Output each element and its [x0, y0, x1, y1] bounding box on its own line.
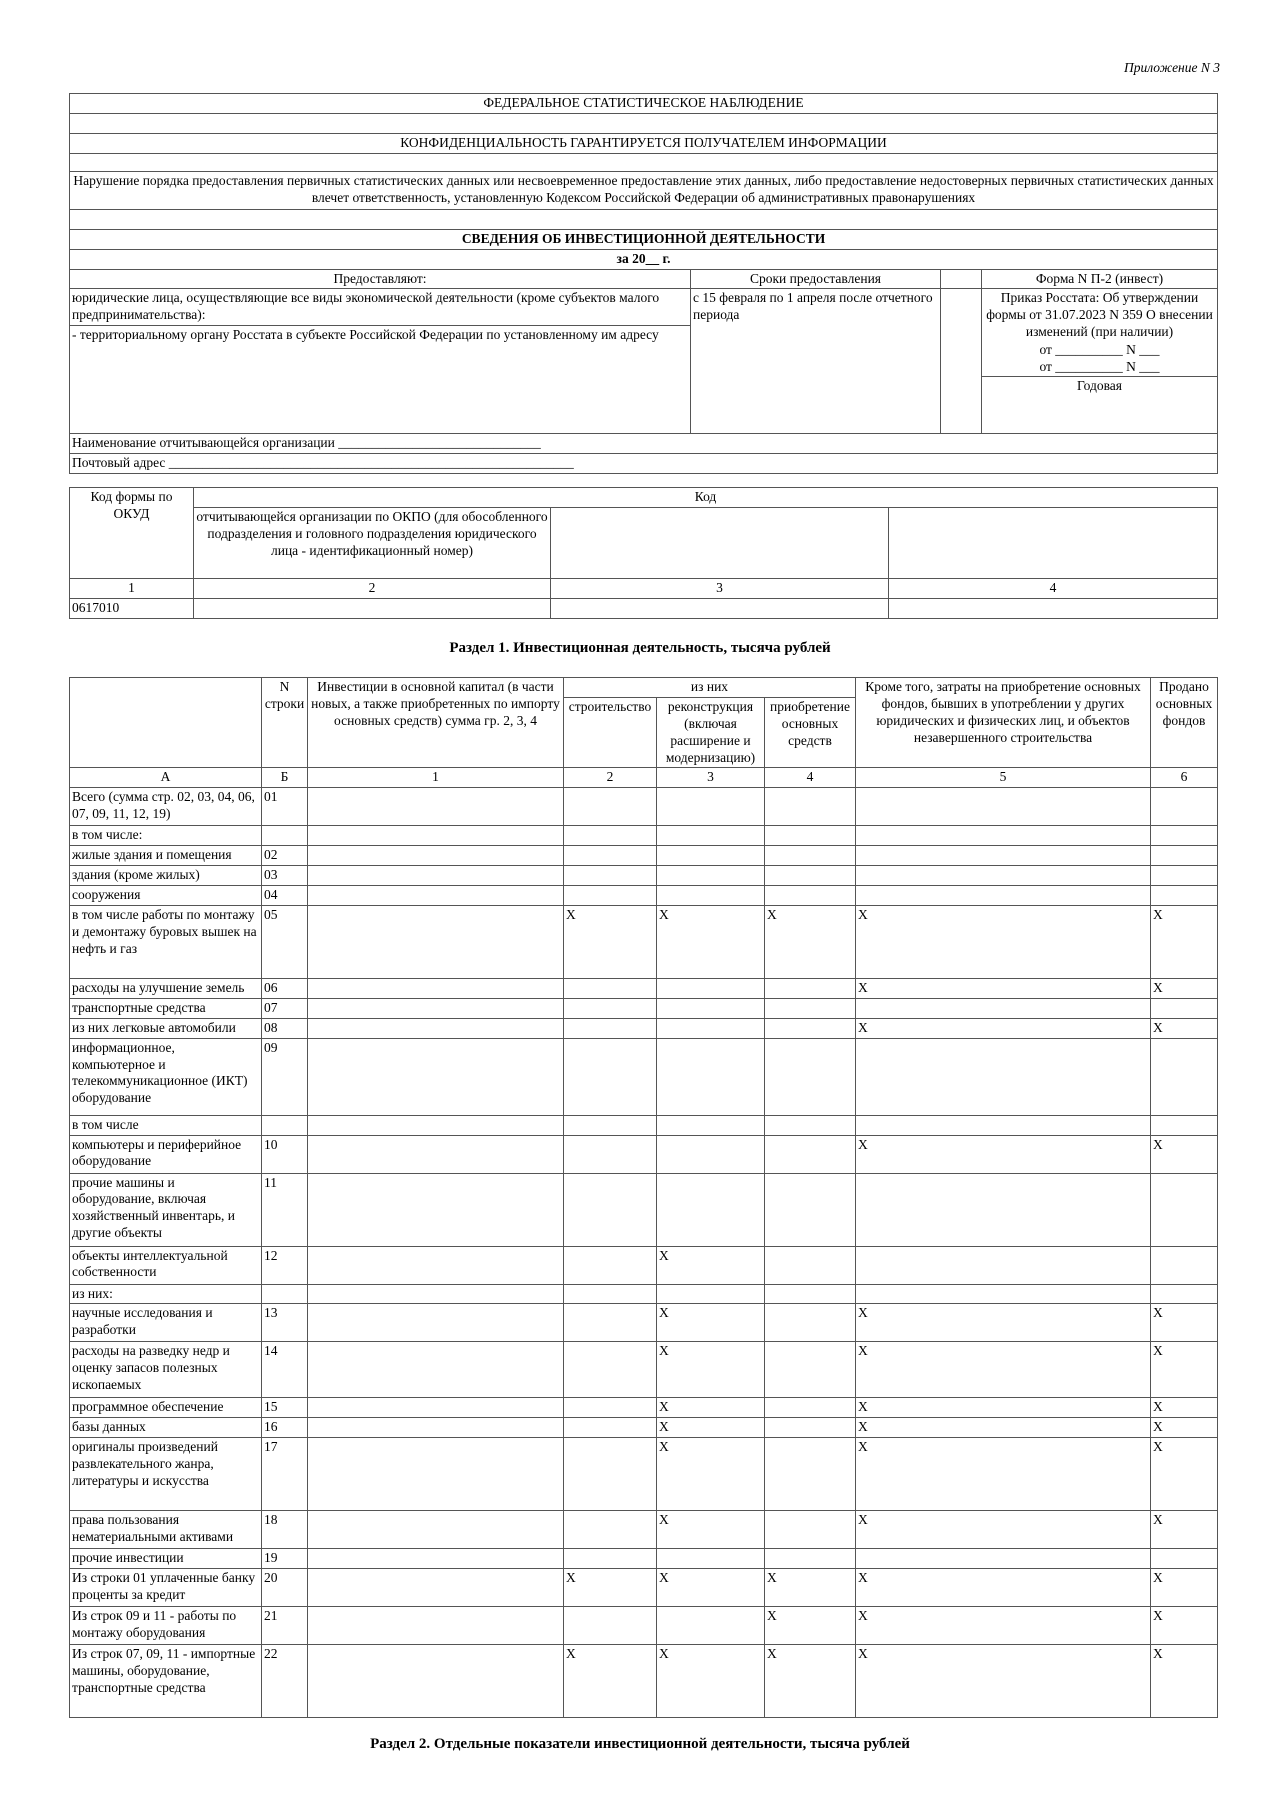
total-cell[interactable] [308, 1607, 564, 1645]
row-number: 15 [262, 1398, 308, 1418]
table-row [70, 1438, 1218, 1511]
sold-assets-cell[interactable]: X [1151, 1511, 1218, 1549]
col-letter: А [70, 768, 262, 788]
row-name: транспортные средства [70, 998, 262, 1018]
spacer-row [70, 113, 1218, 133]
row-name: права пользования нематериальными активами [70, 1511, 262, 1549]
row-name: базы данных [70, 1418, 262, 1438]
reconstruction-cell[interactable] [657, 978, 765, 998]
sold-assets-cell[interactable]: X [1151, 1645, 1218, 1718]
used-assets-cell[interactable]: X [856, 1418, 1151, 1438]
table-row [70, 1342, 1218, 1398]
of-which-heading: из них [564, 678, 856, 698]
row-number: 22 [262, 1645, 308, 1718]
total-cell[interactable] [308, 1418, 564, 1438]
reconstruction-cell[interactable]: X [657, 1304, 765, 1342]
sold-assets-cell[interactable]: X [1151, 1438, 1218, 1511]
acquisition-cell[interactable] [765, 998, 856, 1018]
col-number: 3 [551, 579, 889, 599]
table-row [70, 846, 1218, 866]
reconstruction-cell[interactable] [657, 1135, 765, 1173]
appendix-label: Приложение N 3 [1123, 60, 1220, 75]
construction-cell[interactable] [564, 1115, 657, 1135]
blank-cell [889, 508, 1218, 579]
total-cell[interactable] [308, 826, 564, 846]
acquisition-cell[interactable]: X [765, 905, 856, 978]
spacer-row [70, 153, 1218, 171]
okpo-input[interactable] [194, 598, 551, 618]
row-name: здания (кроме жилых) [70, 866, 262, 886]
construction-cell[interactable] [564, 998, 657, 1018]
table-row [70, 1549, 1218, 1569]
construction-cell[interactable] [564, 826, 657, 846]
total-cell[interactable] [308, 998, 564, 1018]
acquisition-cell[interactable] [765, 1018, 856, 1038]
sold-assets-cell[interactable]: X [1151, 1018, 1218, 1038]
total-cell[interactable] [308, 846, 564, 866]
reconstruction-cell[interactable] [657, 1038, 765, 1115]
blank-cell [941, 269, 982, 289]
used-assets-cell[interactable]: X [856, 978, 1151, 998]
row-number: 21 [262, 1607, 308, 1645]
col-number: 4 [889, 579, 1218, 599]
acquisition-cell[interactable] [765, 886, 856, 906]
total-cell[interactable] [308, 1173, 564, 1246]
row-name: расходы на разведку недр и оценку запасов полезных ископаемых [70, 1342, 262, 1398]
report-period: за 20__ г. [70, 249, 1218, 269]
col-letter: 3 [657, 768, 765, 788]
construction-cell[interactable] [564, 866, 657, 886]
row-number: 04 [262, 886, 308, 906]
codes-table [69, 487, 1218, 619]
row-number: 19 [262, 1549, 308, 1569]
section1-table [69, 677, 1218, 1718]
acquisition-cell[interactable] [765, 1038, 856, 1115]
row-name: в том числе работы по монтажу и демонтажу буровых вышек на нефть и газ [70, 905, 262, 978]
construction-cell[interactable]: X [564, 1645, 657, 1718]
reconstruction-cell[interactable] [657, 846, 765, 866]
reconstruction-cell[interactable]: X [657, 1342, 765, 1398]
row-name: Из строки 01 уплаченные банку проценты за кредит [70, 1569, 262, 1607]
reconstruction-cell[interactable] [657, 826, 765, 846]
row-number: 17 [262, 1438, 308, 1511]
row-number: 03 [262, 866, 308, 886]
row-name: из них легковые автомобили [70, 1018, 262, 1038]
row-name: прочие инвестиции [70, 1549, 262, 1569]
used-assets-cell[interactable]: X [856, 1018, 1151, 1038]
table-row [70, 998, 1218, 1018]
sold-assets-cell[interactable]: X [1151, 1135, 1218, 1173]
sold-assets-cell[interactable]: X [1151, 1342, 1218, 1398]
used-assets-cell[interactable] [856, 1284, 1151, 1304]
code-input[interactable] [889, 598, 1218, 618]
table-row [70, 1115, 1218, 1135]
section2-title: Раздел 2. Отдельные показатели инвестиционной деятельности, тысяча рублей [370, 1736, 910, 1752]
used-assets-cell[interactable]: X [856, 1438, 1151, 1511]
construction-heading: строительство [564, 697, 657, 768]
used-assets-cell[interactable]: X [856, 905, 1151, 978]
col-letter: 5 [856, 768, 1151, 788]
row-number [262, 826, 308, 846]
construction-cell[interactable] [564, 1607, 657, 1645]
used-assets-cell[interactable]: X [856, 1511, 1151, 1549]
acquisition-cell[interactable] [765, 978, 856, 998]
total-cell[interactable] [308, 1038, 564, 1115]
table-row [70, 1284, 1218, 1304]
form-number: Форма N П-2 (инвест) [982, 269, 1218, 289]
row-number: 13 [262, 1304, 308, 1342]
acquisition-cell[interactable] [765, 1418, 856, 1438]
sold-assets-heading: Продано основных фондов [1151, 678, 1218, 768]
row-number: 14 [262, 1342, 308, 1398]
used-assets-cell[interactable] [856, 1246, 1151, 1284]
row-name: сооружения [70, 886, 262, 906]
sold-assets-cell[interactable] [1151, 1173, 1218, 1246]
sold-assets-cell[interactable]: X [1151, 1398, 1218, 1418]
construction-cell[interactable]: X [564, 905, 657, 978]
total-cell[interactable] [308, 905, 564, 978]
sold-assets-cell[interactable] [1151, 1549, 1218, 1569]
acquisition-cell[interactable] [765, 1549, 856, 1569]
sold-assets-cell[interactable]: X [1151, 1607, 1218, 1645]
row-name: программное обеспечение [70, 1398, 262, 1418]
row-number: 05 [262, 905, 308, 978]
reconstruction-heading: реконструкция (включая расширение и модернизацию) [657, 697, 765, 768]
reconstruction-cell[interactable] [657, 1018, 765, 1038]
total-cell[interactable] [308, 1511, 564, 1549]
used-assets-cell[interactable] [856, 866, 1151, 886]
providers-heading: Предоставляют: [70, 269, 691, 289]
acquisition-cell[interactable] [765, 846, 856, 866]
deadline-text: с 15 февраля по 1 апреля после отчетного периода [691, 289, 941, 434]
row-name: оригиналы произведений развлекательного жанра, литературы и искусства [70, 1438, 262, 1511]
sold-assets-cell[interactable]: X [1151, 978, 1218, 998]
construction-cell[interactable] [564, 1018, 657, 1038]
reconstruction-cell[interactable]: X [657, 905, 765, 978]
row-name: компьютеры и периферийное оборудование [70, 1135, 262, 1173]
reconstruction-cell[interactable]: X [657, 1246, 765, 1284]
acquisition-cell[interactable] [765, 1173, 856, 1246]
construction-cell[interactable] [564, 1173, 657, 1246]
construction-cell[interactable] [564, 1038, 657, 1115]
table-row [70, 1135, 1218, 1173]
reconstruction-cell[interactable]: X [657, 1511, 765, 1549]
used-assets-cell[interactable] [856, 1549, 1151, 1569]
used-assets-cell[interactable]: X [856, 1569, 1151, 1607]
okud-heading: Код формы по ОКУД [70, 488, 194, 579]
construction-cell[interactable] [564, 1438, 657, 1511]
provider-territorial-body: - территориальному органу Росстата в субъекте Российской Федерации по установленному им адресу [72, 327, 659, 343]
total-cell[interactable] [308, 1438, 564, 1511]
row-name: из них: [70, 1284, 262, 1304]
row-number: 09 [262, 1038, 308, 1115]
construction-cell[interactable] [564, 1549, 657, 1569]
row-name: жилые здания и помещения [70, 846, 262, 866]
spacer-row [70, 209, 1218, 229]
acquisition-cell[interactable]: X [765, 1645, 856, 1718]
section1-title: Раздел 1. Инвестиционная деятельность, тысяча рублей [449, 640, 831, 656]
total-cell[interactable] [308, 1549, 564, 1569]
postal-address-field[interactable]: Почтовый адрес ____________________________________________________________ [70, 454, 1218, 474]
col-letter: 2 [564, 768, 657, 788]
total-cell[interactable] [308, 1342, 564, 1398]
sold-assets-cell[interactable] [1151, 826, 1218, 846]
acquisition-cell[interactable] [765, 1115, 856, 1135]
form-header-table [69, 93, 1218, 474]
row-name: информационное, компьютерное и телекоммуникационное (ИКТ) оборудование [70, 1038, 262, 1115]
deadline-heading: Сроки предоставления [691, 269, 941, 289]
total-cell[interactable] [308, 788, 564, 826]
reconstruction-cell[interactable] [657, 998, 765, 1018]
form-title: СВЕДЕНИЯ ОБ ИНВЕСТИЦИОННОЙ ДЕЯТЕЛЬНОСТИ [70, 229, 1218, 249]
acquisition-cell[interactable] [765, 1398, 856, 1418]
construction-cell[interactable] [564, 886, 657, 906]
construction-cell[interactable] [564, 1511, 657, 1549]
total-cell[interactable] [308, 866, 564, 886]
used-assets-cell[interactable] [856, 1115, 1151, 1135]
row-number: 20 [262, 1569, 308, 1607]
total-cell[interactable] [308, 1135, 564, 1173]
used-assets-cell[interactable] [856, 886, 1151, 906]
construction-cell[interactable] [564, 1246, 657, 1284]
sold-assets-cell[interactable]: X [1151, 905, 1218, 978]
code-heading: Код [194, 488, 1218, 508]
row-name: Всего (сумма стр. 02, 03, 04, 06, 07, 09, 11, 12, 19) [70, 788, 262, 826]
col-number: 2 [194, 579, 551, 599]
sold-assets-cell[interactable] [1151, 1284, 1218, 1304]
reconstruction-cell[interactable]: X [657, 1398, 765, 1418]
total-cell[interactable] [308, 1284, 564, 1304]
total-cell[interactable] [308, 978, 564, 998]
reconstruction-cell[interactable]: X [657, 1569, 765, 1607]
order-cell [982, 289, 1218, 434]
sold-assets-cell[interactable] [1151, 788, 1218, 826]
row-number: 11 [262, 1173, 308, 1246]
liability-warning: Нарушение порядка предоставления первичных статистических данных или несвоевременное предоставление этих данных, либо предоставление недостоверных первичных статистических данных влечет ответственность, установленную Кодексом Российской Федерации об административных правонарушениях [70, 171, 1218, 209]
total-cell[interactable] [308, 1398, 564, 1418]
sold-assets-cell[interactable] [1151, 1115, 1218, 1135]
row-number: 06 [262, 978, 308, 998]
sold-assets-cell[interactable] [1151, 1038, 1218, 1115]
total-cell[interactable] [308, 1569, 564, 1607]
reconstruction-cell[interactable] [657, 886, 765, 906]
table-row [70, 1418, 1218, 1438]
table-row [70, 1607, 1218, 1645]
row-name: прочие машины и оборудование, включая хозяйственный инвентарь, и другие объекты [70, 1173, 262, 1246]
table-row [70, 1018, 1218, 1038]
used-assets-cell[interactable]: X [856, 1607, 1151, 1645]
col-number: 1 [70, 579, 194, 599]
table-row [70, 1645, 1218, 1718]
used-assets-cell[interactable]: X [856, 1342, 1151, 1398]
table-row [70, 1398, 1218, 1418]
col-letter: 6 [1151, 768, 1218, 788]
row-name: Из строк 09 и 11 - работы по монтажу оборудования [70, 1607, 262, 1645]
table-row [70, 1038, 1218, 1115]
used-assets-cell[interactable] [856, 826, 1151, 846]
amendment-line-2: от __________ N ___ [1039, 358, 1160, 374]
row-number: 08 [262, 1018, 308, 1038]
row-number: 12 [262, 1246, 308, 1284]
row-name: в том числе [70, 1115, 262, 1135]
sold-assets-cell[interactable]: X [1151, 1304, 1218, 1342]
table-row [70, 866, 1218, 886]
used-assets-cell[interactable] [856, 1038, 1151, 1115]
construction-cell[interactable] [564, 1304, 657, 1342]
acquisition-cell[interactable] [765, 1438, 856, 1511]
sold-assets-cell[interactable]: X [1151, 1569, 1218, 1607]
acquisition-cell[interactable]: X [765, 1569, 856, 1607]
used-assets-cell[interactable]: X [856, 1398, 1151, 1418]
amendment-line-1: от __________ N ___ [1039, 342, 1160, 357]
row-number-heading: N строки [262, 678, 308, 768]
acquisition-cell[interactable] [765, 1304, 856, 1342]
construction-cell[interactable] [564, 1135, 657, 1173]
order-text: Приказ Росстата: Об утверждении формы от 31.07.2023 N 359 О внесении изменений (при наличии) [986, 290, 1213, 340]
used-assets-cell[interactable] [856, 846, 1151, 866]
table-row [70, 905, 1218, 978]
reconstruction-cell[interactable] [657, 1115, 765, 1135]
blank-cell [941, 289, 982, 434]
used-assets-cell[interactable] [856, 788, 1151, 826]
provider-legal-entities: юридические лица, осуществляющие все виды экономической деятельности (кроме субъектов малого предпринимательства): [70, 289, 690, 326]
reconstruction-cell[interactable] [657, 866, 765, 886]
federal-heading: ФЕДЕРАЛЬНОЕ СТАТИСТИЧЕСКОЕ НАБЛЮДЕНИЕ [70, 94, 1218, 114]
confidential-heading: КОНФИДЕНЦИАЛЬНОСТЬ ГАРАНТИРУЕТСЯ ПОЛУЧАТЕЛЕМ ИНФОРМАЦИИ [70, 133, 1218, 153]
used-assets-cell[interactable] [856, 1173, 1151, 1246]
sold-assets-cell[interactable] [1151, 998, 1218, 1018]
row-number: 16 [262, 1418, 308, 1438]
construction-cell[interactable] [564, 1342, 657, 1398]
row-name: научные исследования и разработки [70, 1304, 262, 1342]
construction-cell[interactable] [564, 1284, 657, 1304]
blank-cell [551, 508, 889, 579]
used-assets-cell[interactable]: X [856, 1135, 1151, 1173]
acquisition-heading: приобретение основных средств [765, 697, 856, 768]
total-cell[interactable] [308, 886, 564, 906]
used-assets-cell[interactable]: X [856, 1304, 1151, 1342]
construction-cell[interactable] [564, 846, 657, 866]
acquisition-cell[interactable] [765, 866, 856, 886]
total-cell[interactable] [308, 1645, 564, 1718]
sold-assets-cell[interactable] [1151, 866, 1218, 886]
table-row [70, 978, 1218, 998]
reconstruction-cell[interactable]: X [657, 1438, 765, 1511]
sold-assets-cell[interactable] [1151, 846, 1218, 866]
used-assets-cell[interactable] [856, 998, 1151, 1018]
row-number: 10 [262, 1135, 308, 1173]
row-name: объекты интеллектуальной собственности [70, 1246, 262, 1284]
investment-heading: Инвестиции в основной капитал (в части новых, а также приобретенных по импорту основных средств) сумма гр. 2, 3, 4 [308, 678, 564, 768]
table-row [70, 886, 1218, 906]
row-name: Из строк 07, 09, 11 - импортные машины, оборудование, транспортные средства [70, 1645, 262, 1718]
acquisition-cell[interactable] [765, 1511, 856, 1549]
construction-cell[interactable] [564, 1398, 657, 1418]
sold-assets-cell[interactable] [1151, 886, 1218, 906]
acquisition-cell[interactable] [765, 1246, 856, 1284]
frequency-annual: Годовая [982, 376, 1217, 396]
providers-cell [70, 289, 691, 434]
construction-cell[interactable]: X [564, 1569, 657, 1607]
row-number [262, 1115, 308, 1135]
acquisition-cell[interactable] [765, 1135, 856, 1173]
total-cell[interactable] [308, 1018, 564, 1038]
okpo-heading: отчитывающейся организации по ОКПО (для обособленного подразделения и головного подразделения юридического лица - идентификационный номер) [194, 508, 551, 579]
total-cell[interactable] [308, 1246, 564, 1284]
acquisition-cell[interactable] [765, 826, 856, 846]
reconstruction-cell[interactable]: X [657, 1418, 765, 1438]
code-input[interactable] [551, 598, 889, 618]
total-cell[interactable] [308, 1304, 564, 1342]
reconstruction-cell[interactable] [657, 1173, 765, 1246]
table-row [70, 788, 1218, 826]
used-assets-cell[interactable]: X [856, 1645, 1151, 1718]
sold-assets-cell[interactable] [1151, 1246, 1218, 1284]
blank-header [70, 678, 262, 768]
col-letter: Б [262, 768, 308, 788]
row-number: 07 [262, 998, 308, 1018]
reconstruction-cell[interactable] [657, 1284, 765, 1304]
construction-cell[interactable] [564, 1418, 657, 1438]
reconstruction-cell[interactable] [657, 1549, 765, 1569]
table-row [70, 1173, 1218, 1246]
table-row [70, 1569, 1218, 1607]
construction-cell[interactable] [564, 788, 657, 826]
acquisition-cell[interactable] [765, 1284, 856, 1304]
construction-cell[interactable] [564, 978, 657, 998]
used-assets-heading: Кроме того, затраты на приобретение основных фондов, бывших в употреблении у других юридических и физических лиц, и объектов незавершенного строительства [856, 678, 1151, 768]
acquisition-cell[interactable] [765, 788, 856, 826]
section1-rows [70, 788, 1218, 1718]
col-letter: 4 [765, 768, 856, 788]
row-number: 01 [262, 788, 308, 826]
reconstruction-cell[interactable]: X [657, 1645, 765, 1718]
row-name: в том числе: [70, 826, 262, 846]
okud-value: 0617010 [70, 598, 194, 618]
total-cell[interactable] [308, 1115, 564, 1135]
row-name: расходы на улучшение земель [70, 978, 262, 998]
row-number: 18 [262, 1511, 308, 1549]
sold-assets-cell[interactable]: X [1151, 1418, 1218, 1438]
organization-name-field[interactable]: Наименование отчитывающейся организации ______________________________ [70, 434, 1218, 454]
column-letters-row [70, 768, 1218, 788]
table-row [70, 1511, 1218, 1549]
acquisition-cell[interactable] [765, 1342, 856, 1398]
reconstruction-cell[interactable] [657, 1607, 765, 1645]
table-row [70, 826, 1218, 846]
table-row [70, 1304, 1218, 1342]
row-number: 02 [262, 846, 308, 866]
row-number [262, 1284, 308, 1304]
col-letter: 1 [308, 768, 564, 788]
table-row [70, 1246, 1218, 1284]
reconstruction-cell[interactable] [657, 788, 765, 826]
acquisition-cell[interactable]: X [765, 1607, 856, 1645]
